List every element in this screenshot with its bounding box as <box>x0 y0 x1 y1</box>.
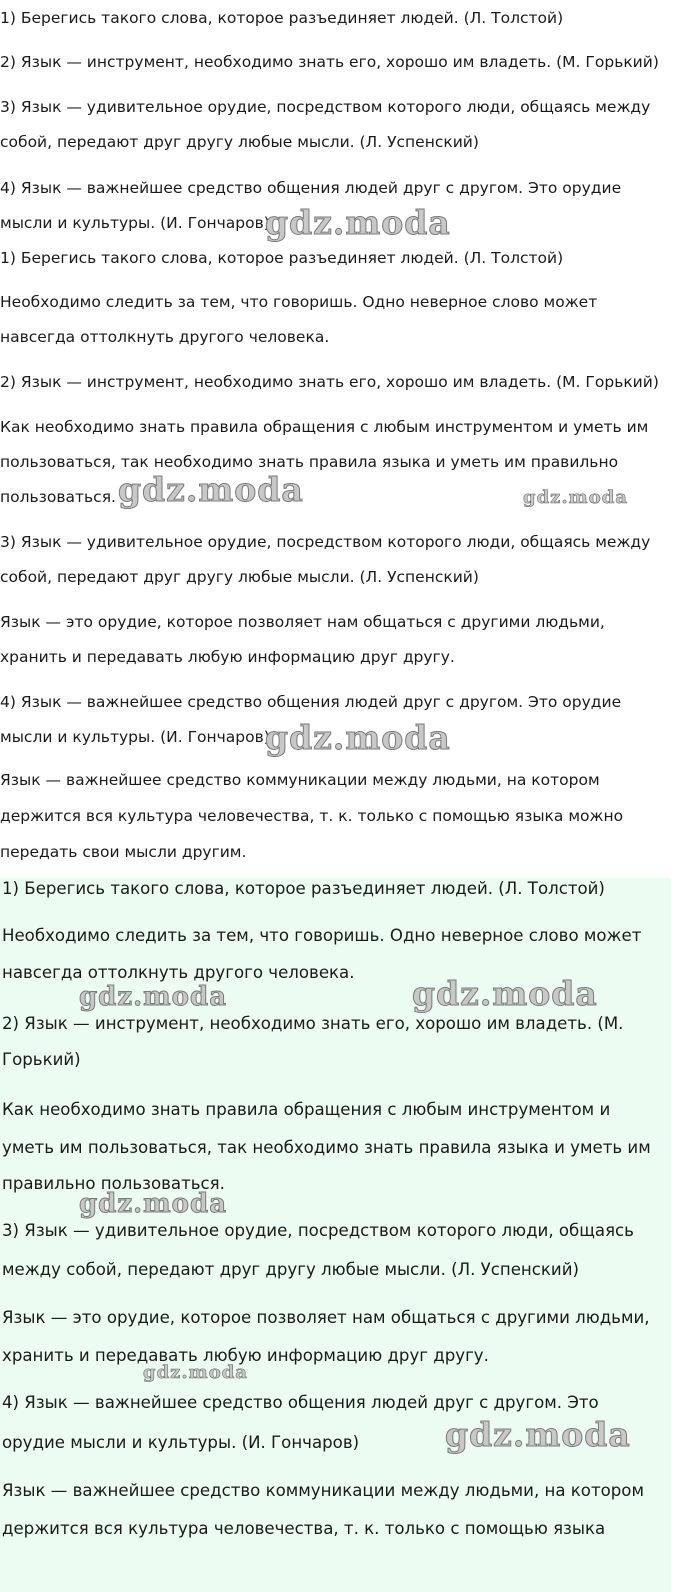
text-line: 1) Берегись такого слова, которое разъединяет людей. (Л. Толстой) <box>2 879 605 898</box>
text-line: Необходимо следить за тем, что говоришь. Одно неверное слово может <box>0 293 598 311</box>
watermark: gdz.moda <box>445 1415 631 1454</box>
watermark: gdz.moda <box>523 487 628 508</box>
text-line: 2) Язык — инструмент, необходимо знать его, хорошо им владеть. (М. Горький) <box>0 373 659 391</box>
text-line: собой, передают друг другу любые мысли. (Л. Успенский) <box>0 568 479 586</box>
text-line: мысли и культуры. (И. Гончаров) <box>0 728 270 746</box>
text-line: собой, передают друг другу любые мысли. (Л. Успенский) <box>0 133 479 151</box>
text-line: мысли и культуры. (И. Гончаров) <box>0 214 270 232</box>
text-line: орудие мысли и культуры. (И. Гончаров) <box>2 1433 360 1452</box>
text-line: уметь им пользоваться, так необходимо знать правила языка и уметь им <box>2 1138 651 1157</box>
text-line: между собой, передают друг другу любые мысли. (Л. Успенский) <box>2 1260 579 1279</box>
text-line: держится вся культура человечества, т. к. только с помощью языка <box>2 1519 606 1538</box>
highlighted-answer-block <box>0 878 671 1592</box>
text-line: Необходимо следить за тем, что говоришь. Одно неверное слово может <box>2 926 642 945</box>
text-line: правильно пользоваться. <box>2 1174 225 1193</box>
text-line: 3) Язык — удивительное орудие, посредством которого люди, общаясь между <box>0 533 651 551</box>
text-line: Язык — важнейшее средство коммуникации между людьми, на котором <box>2 1481 644 1500</box>
text-line: 3) Язык — удивительное орудие, посредством которого люди, общаясь между <box>0 98 651 116</box>
watermark: gdz.moda <box>79 1189 228 1219</box>
text-line: пользоваться, так необходимо знать правила языка и уметь им правильно <box>0 453 619 471</box>
text-line: Язык — это орудие, которое позволяет нам общаться с другими людьми, <box>2 1308 650 1327</box>
text-line: передать свои мысли другим. <box>0 843 247 861</box>
text-line: держится вся культура человечества, т. к. только с помощью языка можно <box>0 807 624 825</box>
text-line: хранить и передавать любую информацию друг другу. <box>2 1346 489 1365</box>
text-line: Горький) <box>2 1050 81 1069</box>
watermark: gdz.moda <box>143 1362 248 1383</box>
text-line: 4) Язык — важнейшее средство общения людей друг с другом. Это орудие <box>0 179 622 197</box>
text-line: навсегда оттолкнуть другого человека. <box>0 328 330 346</box>
text-line: Язык — это орудие, которое позволяет нам общаться с другими людьми, <box>0 613 605 631</box>
watermark: gdz.moda <box>265 203 451 242</box>
text-line: Язык — важнейшее средство коммуникации между людьми, на котором <box>0 771 600 789</box>
text-line: 4) Язык — важнейшее средство общения людей друг с другом. Это <box>2 1393 599 1412</box>
watermark: gdz.moda <box>265 718 451 757</box>
watermark: gdz.moda <box>79 982 228 1012</box>
text-line: Как необходимо знать правила обращения с любым инструментом и <box>2 1100 611 1119</box>
text-line: навсегда оттолкнуть другого человека. <box>2 963 355 982</box>
text-line: хранить и передавать любую информацию друг другу. <box>0 648 455 666</box>
watermark: gdz.moda <box>412 974 598 1013</box>
text-line: 3) Язык — удивительное орудие, посредством которого люди, общаясь <box>2 1221 634 1240</box>
text-line: 1) Берегись такого слова, которое разъединяет людей. (Л. Толстой) <box>0 9 564 27</box>
text-line: 2) Язык — инструмент, необходимо знать его, хорошо им владеть. (М. <box>2 1014 624 1033</box>
watermark: gdz.moda <box>118 470 304 509</box>
text-line: 1) Берегись такого слова, которое разъединяет людей. (Л. Толстой) <box>0 249 564 267</box>
text-line: пользоваться. <box>0 488 116 506</box>
text-line: 2) Язык — инструмент, необходимо знать его, хорошо им владеть. (М. Горький) <box>0 53 659 71</box>
text-line: Как необходимо знать правила обращения с любым инструментом и уметь им <box>0 418 649 436</box>
text-line: 4) Язык — важнейшее средство общения людей друг с другом. Это орудие <box>0 693 622 711</box>
